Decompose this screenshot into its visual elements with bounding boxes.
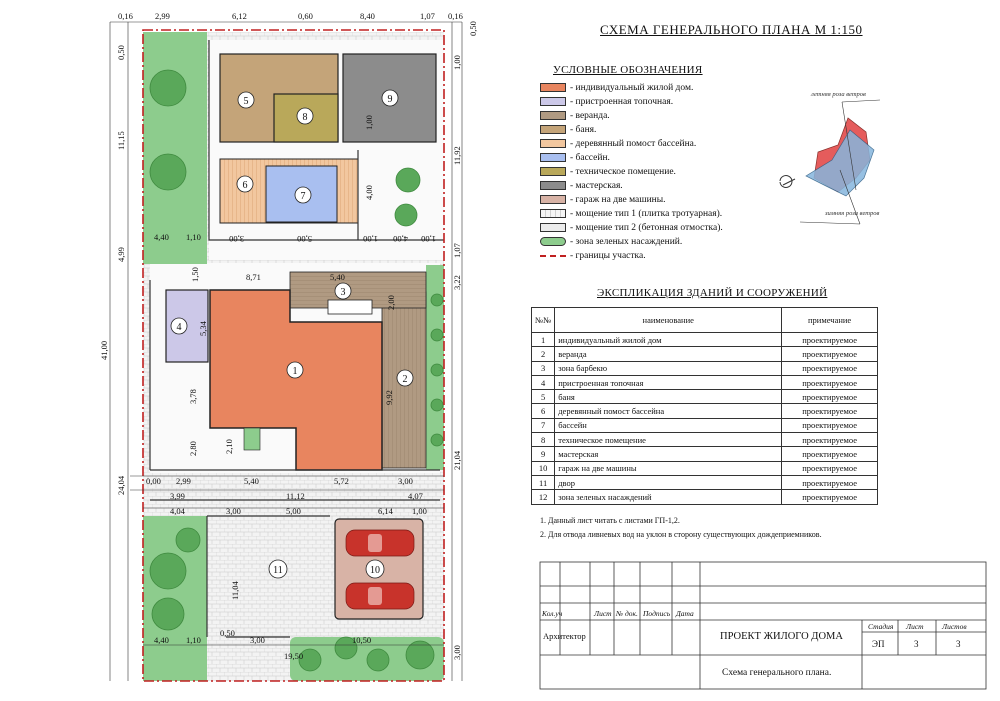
note-2: 2. Для отвода ливневых вод на уклон в сторону существующих дождеприемников. [540,530,822,539]
pool-deck-swatch [540,139,566,148]
dim-label: 1,07 [420,11,435,21]
stamp-sheets-value: 3 [956,639,961,649]
wind-rose [780,100,880,224]
paving1-swatch [540,209,566,218]
stamp-role: Архитектор [543,631,586,641]
table-row: 12 зона зеленых насаждений проектируемое [532,490,878,504]
dim-label: 5,40 [244,476,259,486]
legend-label: - техническое помещение. [570,167,676,177]
legend-title: УСЛОВНЫЕ ОБОЗНАЧЕНИЯ [553,64,703,76]
legend-label: - веранда. [570,111,610,121]
dim-label: 4,99 [116,247,126,262]
legend-label: - зона зеленых насаждений. [570,237,683,247]
table-row: 8 техническое помещение проектируемое [532,433,878,447]
legend-item [540,110,610,123]
dim-label: 41,00 [99,340,109,360]
building-number-2: 2 [402,374,408,385]
dim-label: 5,34 [198,321,208,336]
dim-label: 0,50 [220,628,235,638]
stamp-stage-label: Стадия [868,622,894,631]
legend-label: - баня. [570,125,597,135]
col-name: наименование [555,308,782,333]
dim-label: 5,00 [297,234,312,244]
paving2-swatch [540,223,566,232]
dim-label: 11,04 [230,581,240,600]
dim-label: 21,04 [452,450,462,470]
dim-label: 11,15 [116,131,126,150]
legend-item [540,96,673,109]
building-number-4: 4 [176,322,182,333]
stamp-sheet-title: Схема генерального плана. [722,668,832,678]
legend-item [540,222,723,235]
dim-label: 8,40 [360,11,375,21]
stamp-col-date: Дата [676,609,694,618]
explication-table [531,307,878,505]
dim-label: 4,40 [154,232,169,242]
boiler-swatch [540,97,566,106]
dim-label: 1,10 [186,232,201,242]
dim-label: 3,00 [250,635,265,645]
dim-label: 1,00 [364,115,374,130]
stamp-sheet-label: Лист [906,622,924,631]
dim-label: 3,00 [452,645,462,660]
building-number-11: 11 [273,565,283,576]
dim-label: 4,04 [170,506,185,516]
table-header-row [532,308,878,333]
dim-label: 9,92 [384,390,394,405]
dim-label: 19,50 [284,651,304,661]
legend-item [540,194,666,207]
legend-item [540,124,596,137]
house-swatch [540,83,566,92]
dim-label: 0,16 [448,11,463,21]
dim-label: 3,00 [229,234,244,244]
stamp-sheet-value: 3 [914,639,919,649]
dim-label: 0,50 [116,45,126,60]
table-row: 3 зона барбекю проектируемое [532,361,878,375]
building-number-6: 6 [242,180,248,191]
table-row: 4 пристроенная топочная проектируемое [532,375,878,389]
greenery-swatch [540,237,566,246]
legend-item [540,180,623,193]
legend-label: - мощение тип 2 (бетонная отмостка). [570,223,723,233]
legend-label: - индивидуальный жилой дом. [570,83,694,93]
legend-label: - деревянный помост бассейна. [570,139,697,149]
stamp-col-list: Лист [594,609,612,618]
dim-label: 4,07 [408,491,423,501]
sauna-swatch [540,125,566,134]
table-row: 1 индивидуальный жилой дом проектируемое [532,333,878,347]
legend-item [540,166,676,179]
stamp-col-sign: Подпись [643,609,671,618]
garage-swatch [540,195,566,204]
explication-title: ЭКСПЛИКАЦИЯ ЗДАНИЙ И СООРУЖЕНИЙ [597,287,828,299]
building-number-7: 7 [300,191,306,202]
table-row: 7 бассейн проектируемое [532,418,878,432]
building-number-10: 10 [370,565,380,576]
dim-label: 1,00 [412,506,427,516]
legend-item [540,152,610,165]
stamp-col-doc: № док. [616,609,638,618]
stamp-col-kol: Кол.уч [542,609,563,618]
legend-label: - бассейн. [570,153,610,163]
workshop-swatch [540,181,566,190]
legend-label: - мастерская. [570,181,623,191]
building-number-8: 8 [302,112,308,123]
veranda-swatch [540,111,566,120]
stamp-stage-value: ЭП [872,639,885,649]
dim-label: 1,50 [190,267,200,282]
dim-label: 1,00 [421,234,436,244]
dim-label: 10,50 [352,635,372,645]
dim-label: 3,78 [188,389,198,404]
dim-label: 0,16 [118,11,133,21]
dim-label: 1,07 [452,243,462,258]
dim-label: 4,40 [154,635,169,645]
building-number-3: 3 [340,287,346,298]
dim-label: 11,12 [286,491,305,501]
dim-label: 24,04 [116,475,126,495]
dim-label: 5,40 [330,272,345,282]
dim-label: 3,00 [398,476,413,486]
dim-label: 8,71 [246,272,261,282]
dim-label: 6,12 [232,11,247,21]
dim-label: 0,00 [146,476,161,486]
tech-room-swatch [540,167,566,176]
boundary-swatch [540,255,566,257]
building-number-1: 1 [292,366,298,377]
dim-label: 1,00 [452,55,462,70]
dim-label: 3,00 [226,506,241,516]
dim-label: 11,92 [452,146,462,165]
dim-label: 6,14 [378,506,393,516]
legend-label: - границы участка. [570,251,646,261]
dim-label: 2,99 [155,11,170,21]
legend-item [540,250,646,263]
stamp-project-title: ПРОЕКТ ЖИЛОГО ДОМА [720,631,843,642]
stamp-sheets-label: Листов [942,622,967,631]
dim-label: 4,00 [364,185,374,200]
dim-label: 1,10 [186,635,201,645]
legend-item [540,236,682,249]
building-number-5: 5 [243,96,249,107]
table-row: 11 двор проектируемое [532,475,878,489]
dim-label: 5,72 [334,476,349,486]
dim-label: 3,22 [452,275,462,290]
building-3-bbq [328,300,372,314]
dim-label: 2,99 [176,476,191,486]
table-row: 6 деревянный помост бассейна проектируемое [532,404,878,418]
dim-label: 3,99 [170,491,185,501]
legend-label: - пристроенная топочная. [570,97,674,107]
table-row: 2 веранда проектируемое [532,347,878,361]
pool-swatch [540,153,566,162]
dim-label: 0,60 [298,11,313,21]
dim-label: 2,00 [386,295,396,310]
summer-wind-label: летняя роза ветров [811,91,866,98]
building-number-9: 9 [387,94,393,105]
table-row: 9 мастерская проектируемое [532,447,878,461]
legend-item [540,82,693,95]
legend-label: - гараж на две машины. [570,195,666,205]
dim-label: 4,00 [393,234,408,244]
table-row: 5 баня проектируемое [532,390,878,404]
dim-label: 5,00 [286,506,301,516]
table-row: 10 гараж на две машины проектируемое [532,461,878,475]
dim-label: 2,10 [224,439,234,454]
winter-wind-label: зимняя роза ветров [825,210,880,217]
legend-item [540,208,722,221]
col-number: №№ [532,308,555,333]
green-zone-nw [143,32,207,264]
dim-label: 2,80 [188,441,198,456]
drawing-title: СХЕМА ГЕНЕРАЛЬНОГО ПЛАНА М 1:150 [600,22,863,37]
col-note: примечание [782,308,878,333]
legend-item [540,138,696,151]
legend-label: - мощение тип 1 (плитка тротуарная). [570,209,723,219]
dim-label: 0,50 [468,21,478,36]
note-1: 1. Данный лист читать с листами ГП-1,2. [540,516,680,525]
dim-label: 1,00 [363,234,378,244]
